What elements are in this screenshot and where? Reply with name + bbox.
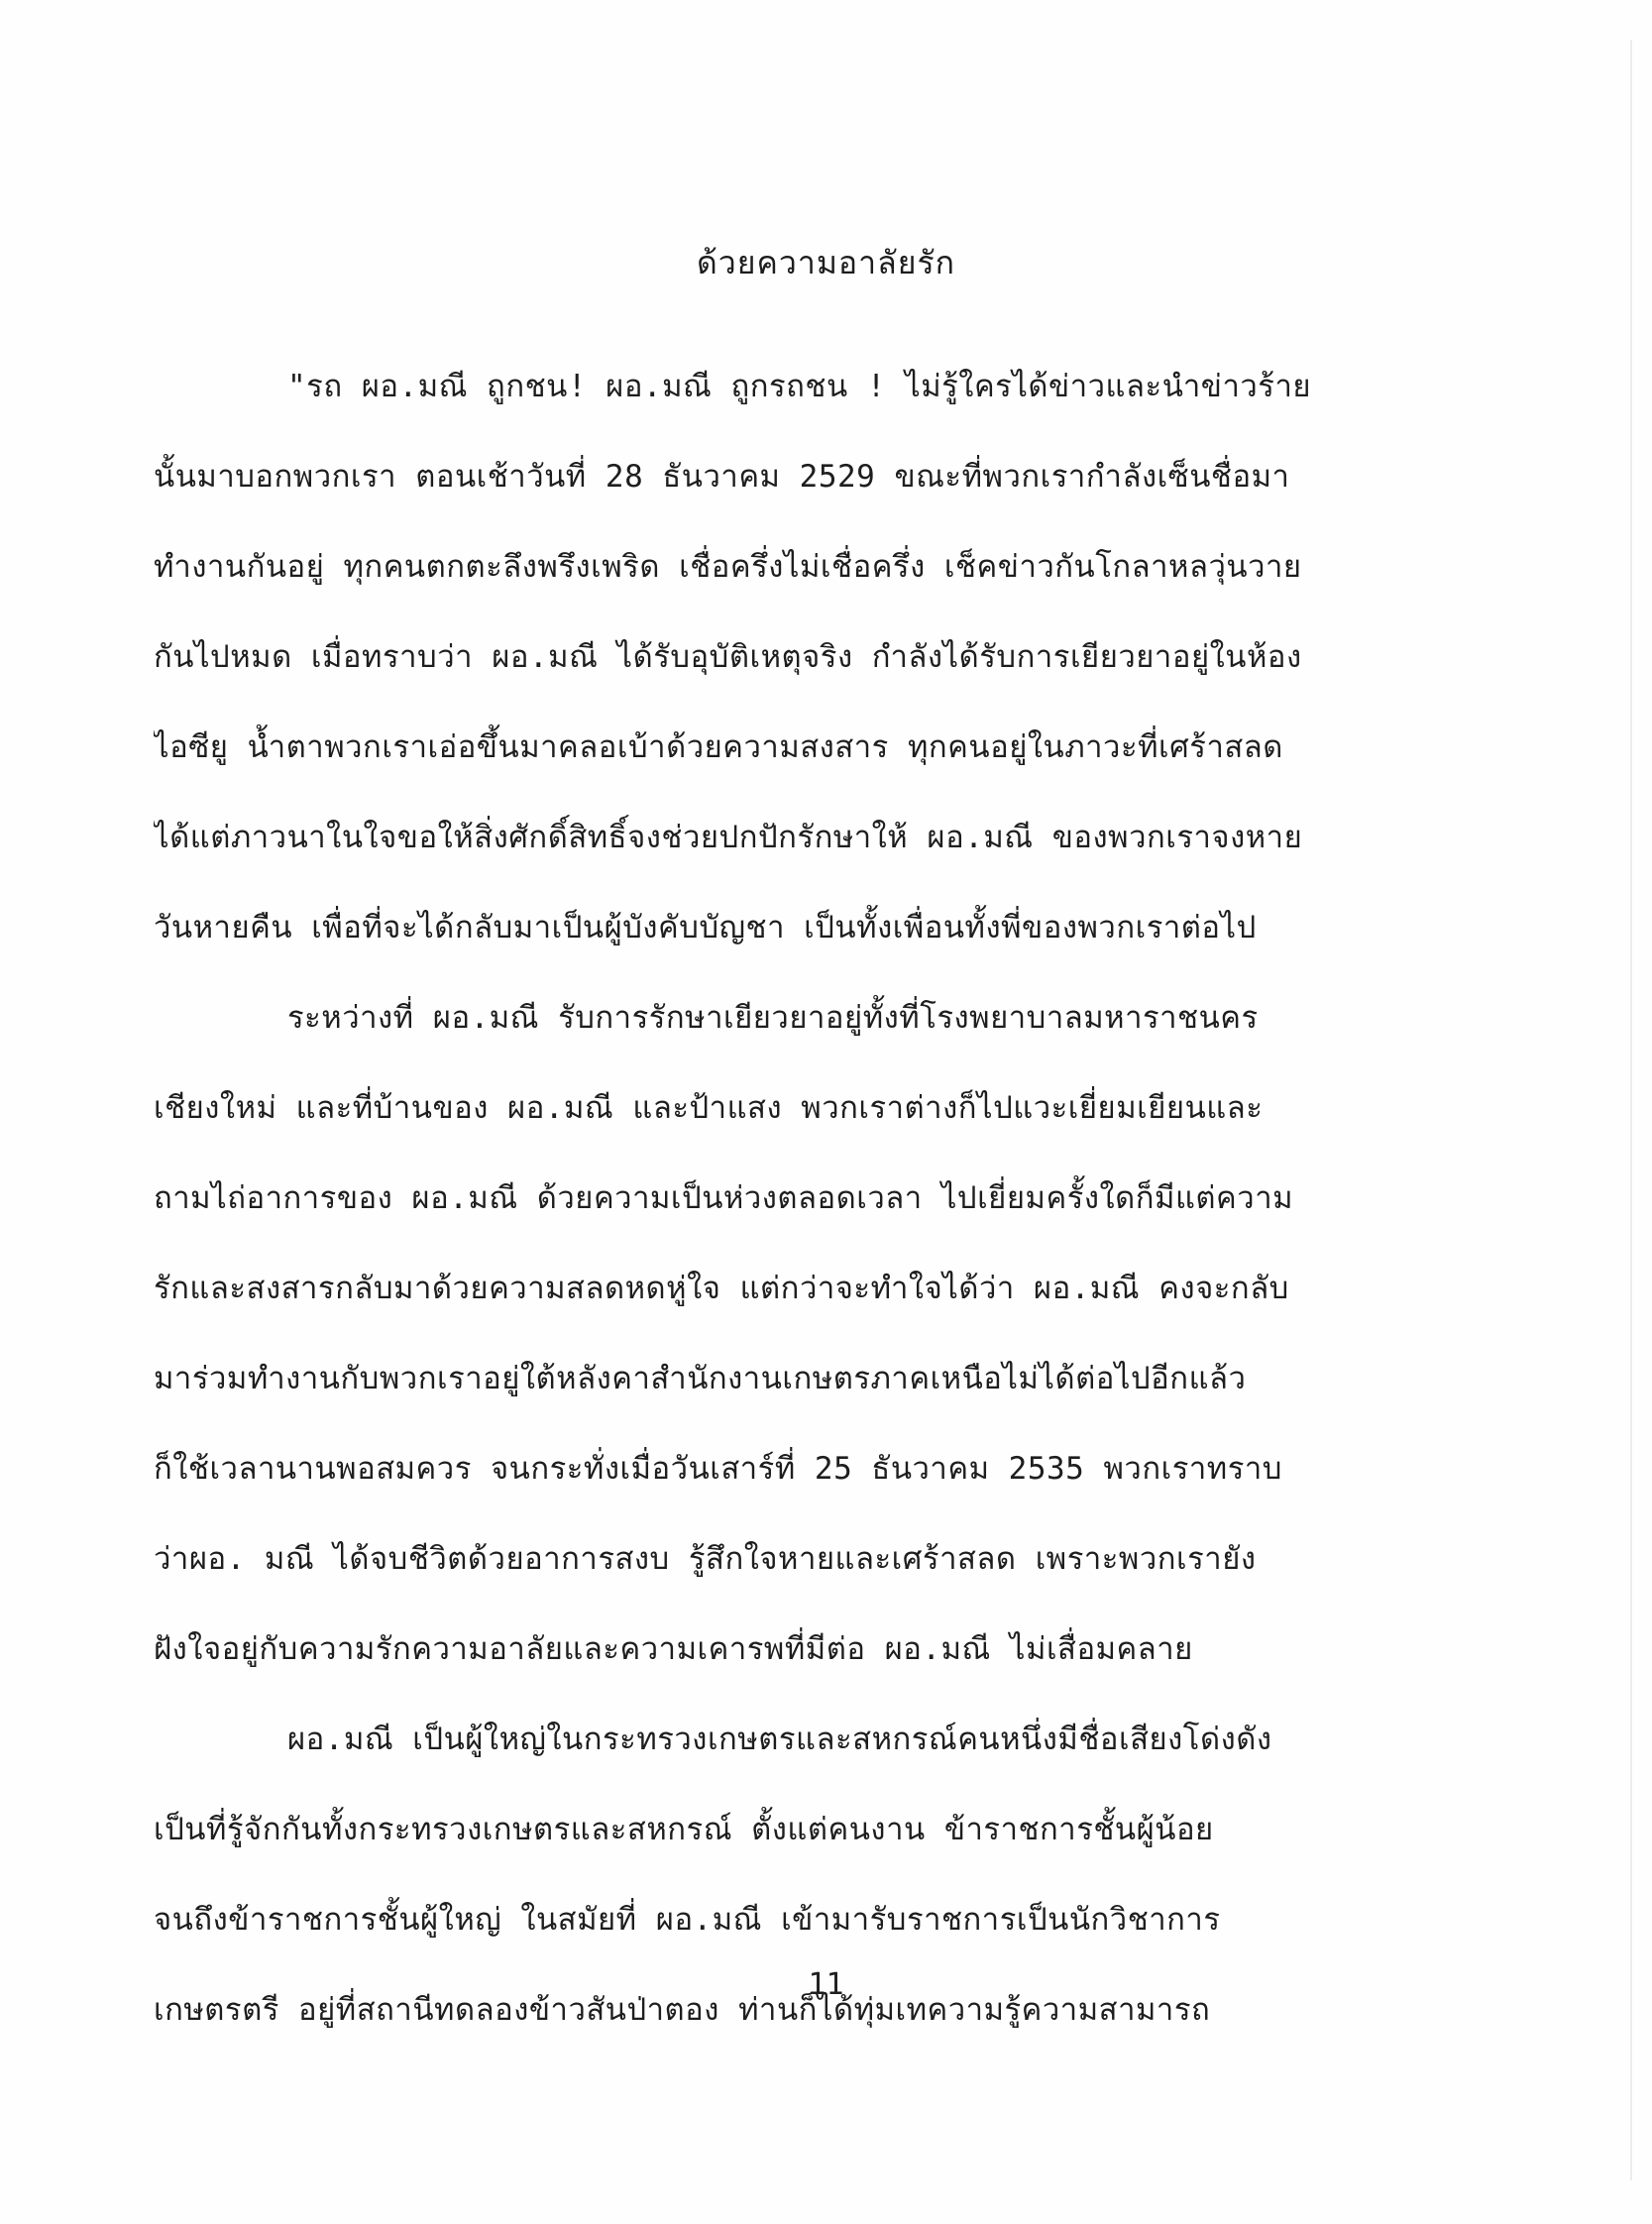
document-title: ด้วยความอาลัยรัก	[696, 244, 956, 281]
text-line-8: ระหว่างที่ ผอ.มณี รับการรักษาเยียวยาอยู่ทั้งที่โรงพยาบาลมหาราชนคร	[287, 1000, 1259, 1036]
text-line-7: วันหายคืน เพื่อที่จะได้กลับมาเป็นผู้บังคับบัญชา เป็นทั้งเพื่อนทั้งพี่ของพวกเราต่อไป	[154, 910, 1257, 945]
document-body	[154, 342, 1472, 2056]
text-line-6: ได้แต่ภาวนาในใจขอให้สิ่งศักดิ์สิทธิ์จงช่วยปกปักรักษาให้ ผอ.มณี ของพวกเราจงหาย	[154, 820, 1303, 855]
text-line-16: ผอ.มณี เป็นผู้ใหญ่ในกระทรวงเกษตรและสหกรณ์คนหนึ่งมีชื่อเสียงโด่งดัง	[287, 1722, 1272, 1757]
text-line-1: "รถ ผอ.มณี ถูกชน! ผอ.มณี ถูกรถชน ! ไม่รู้ใครได้ข่าวและนำข่าวร้าย	[287, 369, 1312, 404]
text-line-17: เป็นที่รู้จักกันทั้งกระทรวงเกษตรและสหกรณ์ ตั้งแต่คนงาน ข้าราชการชั้นผู้น้อย	[154, 1812, 1214, 1847]
page-number: 11	[808, 1967, 844, 2002]
text-line-5: ไอซียู น้ำตาพวกเราเอ่อขึ้นมาคลอเบ้าด้วยความสงสาร ทุกคนอยู่ในภาวะที่เศร้าสลด	[154, 729, 1283, 765]
text-line-9: เชียงใหม่ และที่บ้านของ ผอ.มณี และป้าแสง พวกเราต่างก็ไปแวะเยี่ยมเยียนและ	[154, 1090, 1264, 1126]
text-line-19: เกษตรตรี อยู่ที่สถานีทดลองข้าวสันป่าตอง ท่านก็ได้ทุ่มเทความรู้ความสามารถ	[154, 1992, 1211, 2028]
text-line-15: ฝังใจอยู่กับความรักความอาลัยและความเคารพที่มีต่อ ผอ.มณี ไม่เสื่อมคลาย	[154, 1631, 1193, 1667]
text-line-14: ว่าผอ. มณี ได้จบชีวิตด้วยอาการสงบ รู้สึกใจหายและเศร้าสลด เพราะพวกเรายัง	[154, 1541, 1257, 1577]
page-edge-line	[1630, 40, 1632, 2180]
text-line-12: มาร่วมทำงานกับพวกเราอยู่ใต้หลังคาสำนักงานเกษตรภาคเหนือไม่ได้ต่อไปอีกแล้ว	[154, 1361, 1247, 1396]
text-line-2: นั้นมาบอกพวกเรา ตอนเช้าวันที่ 28 ธันวาคม 2529 ขณะที่พวกเรากำลังเซ็นชื่อมา	[154, 459, 1290, 495]
text-line-18: จนถึงข้าราชการชั้นผู้ใหญ่ ในสมัยที่ ผอ.มณี เข้ามารับราชการเป็นนักวิชาการ	[154, 1902, 1221, 1938]
text-line-4: กันไปหมด เมื่อทราบว่า ผอ.มณี ได้รับอุบัติเหตุจริง กำลังได้รับการเยียวยาอยู่ในห้อง	[154, 639, 1302, 675]
text-line-13: ก็ใช้เวลานานพอสมควร จนกระทั่งเมื่อวันเสาร์ที่ 25 ธันวาคม 2535 พวกเราทราบ	[154, 1451, 1282, 1487]
text-line-10: ถามไถ่อาการของ ผอ.มณี ด้วยความเป็นห่วงตลอดเวลา ไปเยี่ยมครั้งใดก็มีแต่ความ	[154, 1180, 1294, 1216]
text-line-11: รักและสงสารกลับมาด้วยความสลดหดหู่ใจ แต่กว่าจะทำใจได้ว่า ผอ.มณี คงจะกลับ	[154, 1271, 1289, 1306]
text-line-3: ทำงานกันอยู่ ทุกคนตกตะลึงพรึงเพริด เชื่อครึ่งไม่เชื่อครึ่ง เช็คข่าวกันโกลาหลวุ่นวาย	[154, 549, 1302, 585]
